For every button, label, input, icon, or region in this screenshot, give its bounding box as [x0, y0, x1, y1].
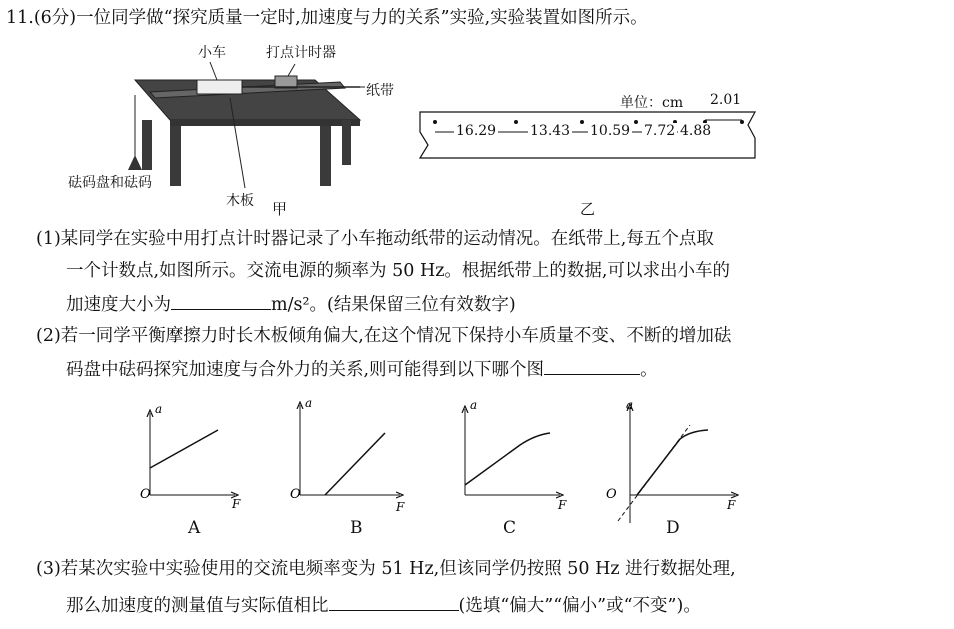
- graph-c-x-label: F: [558, 498, 567, 512]
- part1-line2: 一个计数点,如图所示。交流电源的频率为 50 Hz。根据纸带上的数据,可以求出小车的: [66, 261, 730, 281]
- graph-a-origin: O: [140, 487, 151, 502]
- part3-line2: [66, 592, 701, 618]
- graph-b: [290, 396, 405, 514]
- part2-line2-pre: 码盘中砝码探究加速度与合外力的关系,则可能得到以下哪个图: [66, 360, 545, 380]
- graph-b-line: [325, 433, 385, 495]
- graphs-svg: [0, 395, 954, 555]
- graph-c: [465, 398, 567, 512]
- part2-line1: (2)若一同学平衡摩擦力时长木板倾角偏大,在这个情况下保持小车质量不变、不断的增加砝: [36, 326, 732, 346]
- tape-seg-5: 4.88: [680, 123, 712, 139]
- label-board: 木板: [226, 193, 254, 209]
- option-d-label: D: [666, 518, 680, 538]
- answer-blank-3[interactable]: [329, 592, 459, 611]
- graph-d-x-label: F: [727, 498, 736, 512]
- graph-d: [606, 398, 736, 523]
- graph-a: [140, 402, 241, 511]
- label-timer: 打点计时器: [266, 45, 336, 61]
- option-b-label: B: [350, 518, 363, 538]
- tape-dot: [514, 120, 518, 124]
- tape-seg-3: 10.59: [590, 123, 631, 139]
- graph-a-y-label: a: [155, 402, 163, 416]
- label-weights: 砝码盘和砝码: [68, 175, 152, 191]
- part1-line3: [66, 291, 516, 317]
- part3-line2-post: (选填“偏大”“偏小”或“不变”)。: [458, 596, 701, 616]
- tape-unit: 单位：cm: [620, 95, 684, 111]
- question-points: (6分): [33, 8, 77, 28]
- tape-dot: [740, 120, 744, 124]
- part2-line2: [66, 356, 658, 382]
- option-a-label: A: [188, 518, 201, 538]
- graph-b-y-label: a: [305, 396, 313, 410]
- figure-a-caption: 甲: [272, 200, 288, 218]
- figure-apparatus: [60, 40, 410, 220]
- tape-seg-2: 13.43: [530, 123, 571, 139]
- part3-line1: (3)若某次实验中实验使用的交流电频率变为 51 Hz,但该同学仍按照 50 Hz 进行数据处理,: [36, 559, 736, 579]
- tape-dot: [634, 120, 638, 124]
- graph-d-curve: [637, 430, 708, 495]
- part1-line3-unit: m/s²。: [271, 295, 327, 315]
- question-header: [6, 6, 648, 30]
- tape-dot: [580, 120, 584, 124]
- tape-dot: [433, 120, 437, 124]
- part2-line2-post: 。: [640, 360, 658, 380]
- graph-c-y-label: a: [470, 398, 478, 412]
- graph-d-y-label: a: [626, 398, 634, 412]
- part1-line1: (1)某同学在实验中用打点计时器记录了小车拖动纸带的运动情况。在纸带上,每五个点取: [36, 229, 714, 249]
- graph-a-x-label: F: [232, 497, 241, 511]
- part1-line3-pre: 加速度大小为: [66, 295, 171, 315]
- part3-line2-pre: 那么加速度的测量值与实际值相比: [66, 596, 329, 616]
- question-number: 11.: [6, 8, 34, 28]
- answer-blank-1[interactable]: [171, 291, 271, 310]
- tape-seg-6: 2.01: [710, 92, 742, 108]
- label-cart: 小车: [198, 45, 226, 61]
- figure-tape: [410, 90, 770, 160]
- graph-d-origin: O: [606, 487, 617, 502]
- graph-c-curve: [465, 433, 550, 485]
- question-intro: 一位同学做“探究质量一定时,加速度与力的关系”实验,实验装置如图所示。: [76, 8, 648, 28]
- option-c-label: C: [503, 518, 517, 538]
- tape-seg-1: 16.29: [456, 123, 497, 139]
- answer-blank-2[interactable]: [544, 356, 640, 375]
- graph-a-line: [150, 430, 218, 468]
- label-tape: 纸带: [366, 83, 394, 99]
- tape-seg-4: 7.72: [644, 123, 676, 139]
- graph-b-origin: O: [290, 487, 301, 502]
- graph-b-x-label: F: [396, 500, 405, 514]
- part1-line3-post: (结果保留三位有效数字): [327, 295, 516, 315]
- figure-b-caption: 乙: [580, 200, 596, 218]
